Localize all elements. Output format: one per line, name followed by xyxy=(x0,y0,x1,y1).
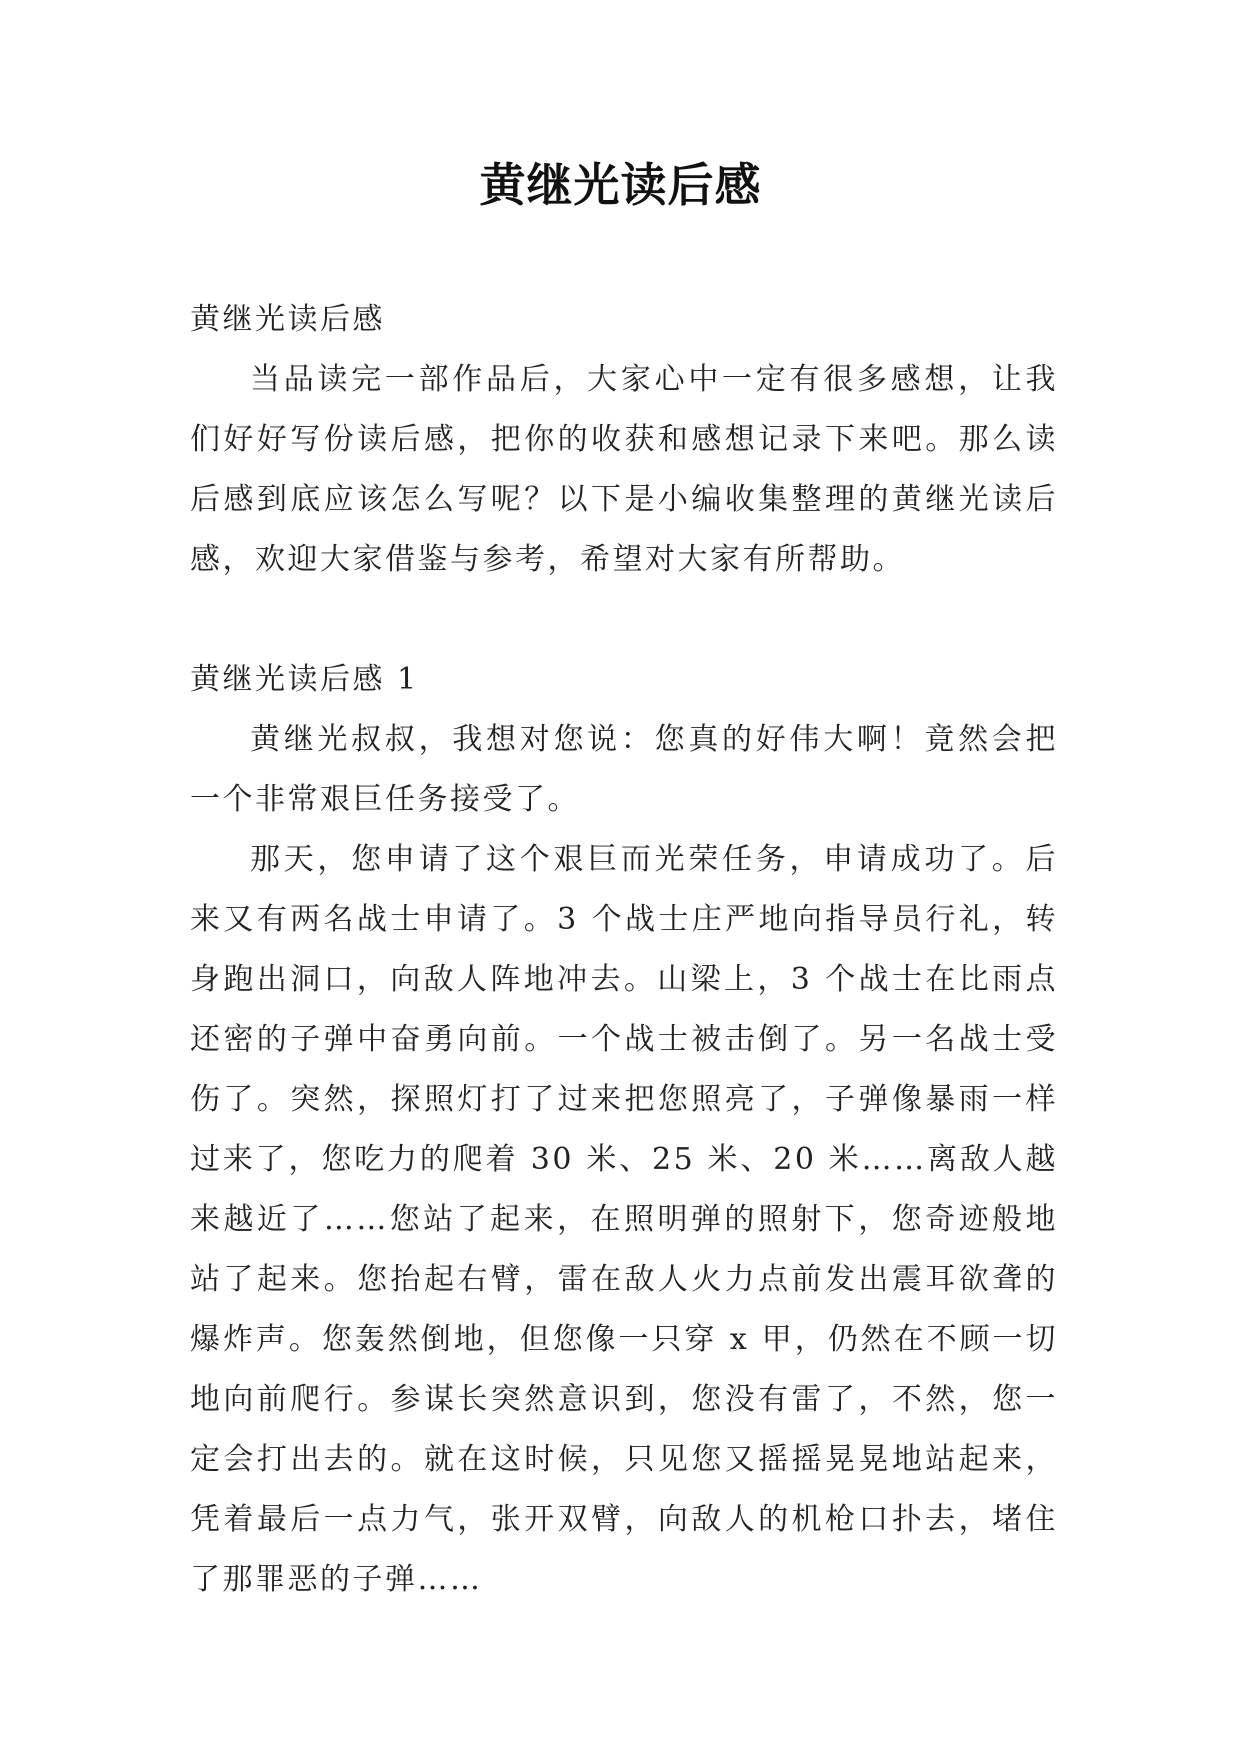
intro-heading: 黄继光读后感 xyxy=(190,302,385,337)
section-spacer xyxy=(190,590,1058,650)
intro-paragraph: 当品读完一部作品后，大家心中一定有很多感想，让我们好好写份读后感，把你的收获和感想记录下来吧。那么读后感到底应该怎么写呢？以下是小编收集整理的黄继光读后感，欢迎大家借鉴与参考，希望对大家有所帮助。 xyxy=(190,362,1058,577)
section-1-paragraph-2: 那天，您申请了这个艰巨而光荣任务，申请成功了。后来又有两名战士申请了。3 个战士庄严地向指导员行礼，转身跑出洞口，向敌人阵地冲去。山梁上，3 个战士在比雨点还密的子弹中奋勇向前。一个战士被击倒了。另一名战士受伤了。突然，探照灯打了过来把您照亮了，子弹像暴雨一样过来了，您吃力的爬着 30 米、25 米、20 米……离敌人越来越近了……您站了起来，在照明弹的照射下，您奇迹般地站了起来。您抬起右臂，雷在敌人火力点前发出震耳欲聋的爆炸声。您轰然倒地，但您像一只穿 x 甲，仍然在不顾一切地向前爬行。参谋长突然意识到，您没有雷了，不然，您一定会打出去的。就在这时候，只见您又摇摇晃晃地站起来，凭着最后一点力气，张开双臂，向敌人的机枪口扑去，堵住了那罪恶的子弹…… xyxy=(190,842,1058,1597)
document-title: 黄继光读后感 xyxy=(479,158,762,212)
section-1-paragraph-1: 黄继光叔叔，我想对您说：您真的好伟大啊！竟然会把一个非常艰巨任务接受了。 xyxy=(190,722,1058,817)
section-heading-1: 黄继光读后感 1 xyxy=(190,662,419,697)
document-body xyxy=(190,290,1058,1610)
